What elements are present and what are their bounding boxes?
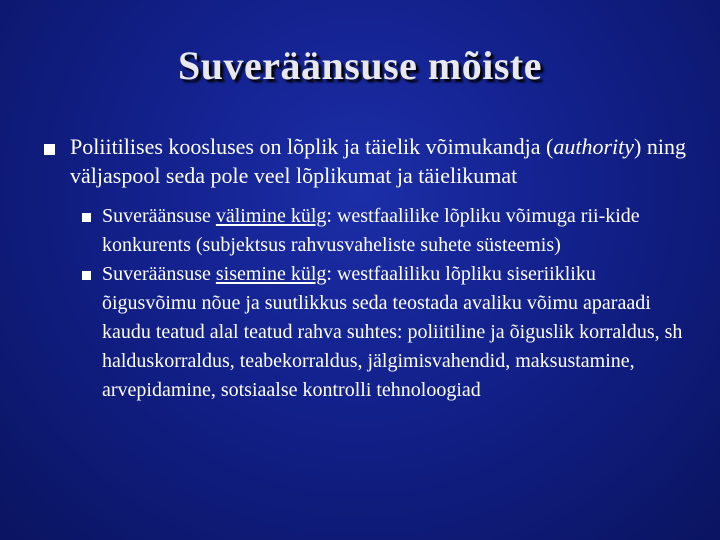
square-bullet-icon <box>82 213 91 222</box>
sub-bullet-list <box>0 202 720 405</box>
bullet-item <box>0 132 720 190</box>
slide-title: Suveräänsuse mõiste <box>178 43 542 88</box>
bullet-text-part: Poliitilises koosluses on lõplik ja täielik võimukandja ( <box>70 134 554 159</box>
sub-bullet-item <box>0 260 720 405</box>
sub-bullet-lead: Suveräänsuse <box>102 263 216 285</box>
bullet-italic-term: authority <box>553 134 635 159</box>
sub-bullet-lead: Suveräänsuse <box>102 205 216 227</box>
sub-bullet-item <box>0 202 720 260</box>
sub-bullet-underlined-term: välimine külg <box>215 205 327 227</box>
sub-bullet-text <box>102 205 640 256</box>
bullet-text <box>70 134 686 188</box>
sub-bullet-rest: : westfaaliliku lõpliku siseriikliku õigusvõimu nõue ja suutlikkus seda teostada avaliku võimu aparaadi kaudu teatud alal teatud rahva suhtes: poliitiline ja õiguslik korraldus, sh halduskorraldus, teabekorraldus, jälgimisvahendid, maksustamine, arvepidamine, sotsiaalse kontrolli tehnoloogiad <box>102 263 683 401</box>
bullet-text-part: ) ning väljaspool seda pole veel lõplikumat ja täielikumat <box>70 134 686 188</box>
sub-bullet-rest: : westfaalilike lõpliku võimuga rii-kide konkurents (subjektsus rahvusvaheliste suhete süsteemis) <box>102 205 640 256</box>
slide-content <box>0 132 720 405</box>
square-bullet-icon <box>82 271 91 280</box>
sub-bullet-text <box>102 263 682 401</box>
square-bullet-icon <box>44 144 55 155</box>
sub-bullet-underlined-term: sisemine külg <box>215 263 327 285</box>
